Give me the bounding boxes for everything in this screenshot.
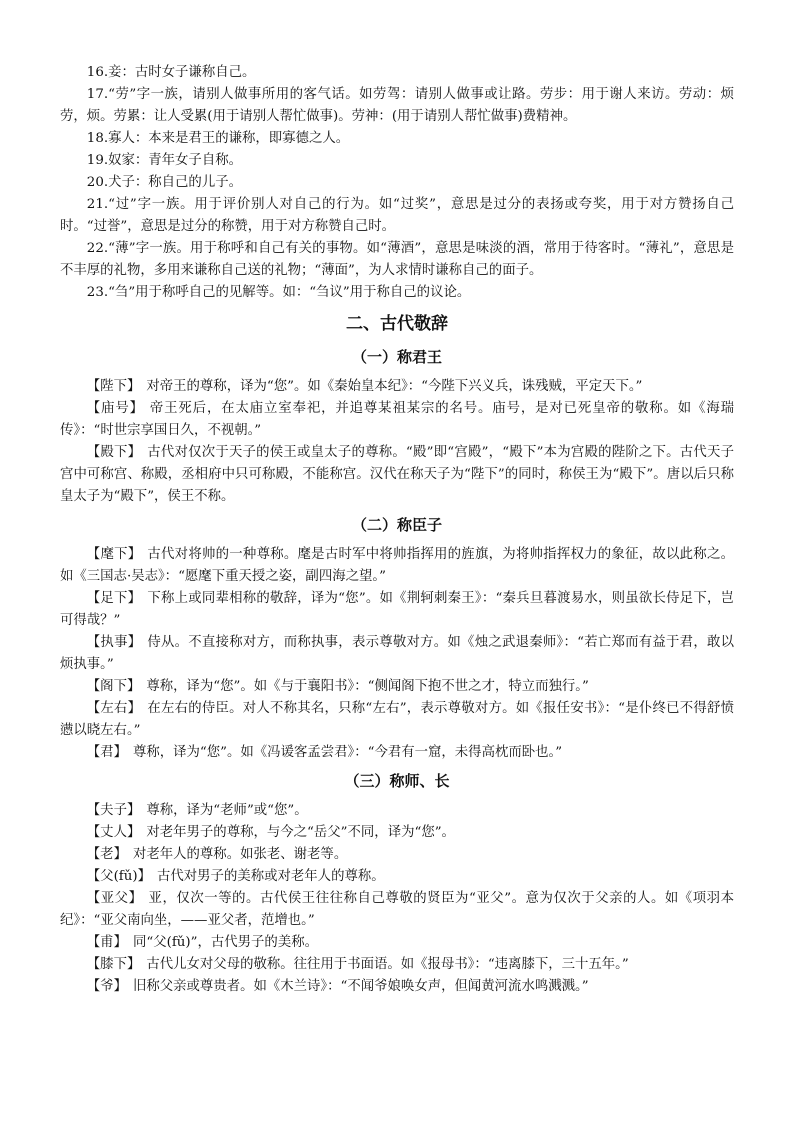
term-text: 对老年男子的尊称，与今之“岳父”不同，译为“您”。 xyxy=(146,825,455,840)
term-label: 【执事】 xyxy=(86,635,142,650)
term-text: 帝王死后，在太庙立室奉祀，并追尊某祖某宗的名号。庙号，是对已死皇帝的敬称。如《海瑞传》：“时世宗享国日久，不视朝。” xyxy=(60,401,735,438)
term-text: 亚，仅次一等的。古代侯王往往称自己尊敬的贤臣为“亚父”。意为仅次于父亲的人。如《项羽本纪》：“亚父南向坐，——亚父者，范增也。” xyxy=(60,891,734,928)
list-item: 16.妾：古时女子谦称自己。 xyxy=(86,65,256,80)
term-label: 【陛下】 xyxy=(86,379,141,394)
term-label: 【左右】 xyxy=(86,701,142,716)
term-label: 【庙号】 xyxy=(86,401,144,416)
term-text: 对帝王的尊称，译为“您”。如《秦始皇本纪》：“今陛下兴义兵，诛残贼，平定天下。” xyxy=(146,379,643,394)
term-label: 【老】 xyxy=(86,847,127,862)
term-text: 古代对仅次于天子的侯王或皇太子的尊称。“殿”即“宫殿”，“殿下”本为宫殿的陛阶之下。古代天子宫中可称宫、称殿，丞相府中只可称殿，不能称宫。汉代在称天子为“陛下”的同时，称侯王为“殿下”。唐以后只称皇太子为“殿下”，侯王不称。 xyxy=(60,445,735,504)
list-item: 18.寡人：本来是君王的谦称，即寡德之人。 xyxy=(86,131,350,146)
list-item: 20.犬子：称自己的儿子。 xyxy=(86,175,242,190)
term-text: 尊称，译为“您”。如《冯谖客孟尝君》：“今君有一窟，未得高枕而卧也。” xyxy=(132,745,563,760)
term-text: 古代对男子的美称或对老年人的尊称。 xyxy=(157,869,385,884)
term-entry xyxy=(60,544,734,588)
term-entry xyxy=(60,632,734,676)
term-entry xyxy=(60,376,734,398)
term-text: 同“父(fǔ)”，古代男子的美称。 xyxy=(132,935,318,950)
term-label: 【阁下】 xyxy=(86,679,141,694)
term-text: 对老年人的尊称。如张老、谢老等。 xyxy=(132,847,348,862)
term-entry xyxy=(60,742,734,764)
term-label: 【殿下】 xyxy=(86,445,142,460)
term-entry xyxy=(60,888,734,932)
humble-terms-list xyxy=(60,62,734,304)
term-entry xyxy=(60,676,734,698)
term-label: 【夫子】 xyxy=(86,803,141,818)
list-item: 23.“刍”用于称呼自己的见解等。如：“刍议”用于称自己的议论。 xyxy=(86,285,471,300)
term-entry xyxy=(60,822,734,844)
term-label: 【亚父】 xyxy=(86,891,143,906)
term-text: 尊称，译为“老师”或“您”。 xyxy=(146,803,308,818)
group-title: （二）称臣子 xyxy=(351,516,442,534)
list-item: 21.“过”字一族。用于评价别人对自己的行为。如“过奖”，意思是过分的表扬或夸奖，用于对方赞扬自己时。“过誉”，意思是过分的称赞，用于对方称赞自己时。 xyxy=(60,197,734,234)
term-entry xyxy=(60,698,734,742)
term-text: 下称上或同辈相称的敬辞，译为“您”。如《荆轲刺秦王》：“秦兵旦暮渡易水，则虽欲长侍足下，岂可得哉？” xyxy=(60,591,734,628)
term-entry xyxy=(60,800,734,822)
term-label: 【膝下】 xyxy=(86,957,141,972)
term-text: 古代对将帅的一种尊称。麾是古时军中将帅指挥用的旌旗，为将帅指挥权力的象征，故以此称之。如《三国志·吴志》：“愿麾下重天授之姿，副四海之望。” xyxy=(60,547,734,584)
group-title: （三）称师、长 xyxy=(344,772,450,790)
term-entry xyxy=(60,442,734,508)
term-entry xyxy=(60,844,734,866)
term-label: 【父(fǔ)】 xyxy=(86,869,151,884)
term-text: 尊称，译为“您”。如《与于襄阳书》：“侧闻阁下抱不世之才，特立而独行。” xyxy=(146,679,589,694)
term-text: 旧称父亲或尊贵者。如《木兰诗》：“不闻爷娘唤女声，但闻黄河流水鸣溅溅。” xyxy=(132,979,589,994)
section-title: 二、古代敬辞 xyxy=(346,314,448,334)
term-entry xyxy=(60,588,734,632)
term-text: 侍从。不直接称对方，而称执事，表示尊敬对方。如《烛之武退秦师》：“若亡郑而有益于君，敢以烦执事。” xyxy=(60,635,734,672)
term-label: 【丈人】 xyxy=(86,825,141,840)
list-item: 17.“劳”字一族，请别人做事所用的客气话。如劳驾：请别人做事或让路。劳步：用于谢人来访。劳动：烦劳，烦。劳累：让人受累(用于请别人帮忙做事)。劳神：(用于请别人帮忙做事)费精神。 xyxy=(60,87,734,124)
term-entry xyxy=(60,932,734,954)
term-label: 【爷】 xyxy=(86,979,127,994)
list-item: 19.奴家：青年女子自称。 xyxy=(86,153,242,168)
term-entry xyxy=(60,976,734,998)
group-title: （一）称君王 xyxy=(351,348,442,366)
term-entry xyxy=(60,954,734,976)
term-label: 【麾下】 xyxy=(86,547,142,562)
term-text: 在左右的侍臣。对人不称其名，只称“左右”，表示尊敬对方。如《报任安书》：“是仆终已不得舒愤懑以晓左右。” xyxy=(60,701,734,738)
term-label: 【君】 xyxy=(86,745,127,760)
list-item: 22.“薄”字一族。用于称呼和自己有关的事物。如“薄酒”，意思是味淡的酒，常用于待客时。“薄礼”，意思是不丰厚的礼物，多用来谦称自己送的礼物；“薄面”，为人求情时谦称自己的面子。 xyxy=(60,241,734,278)
term-entry xyxy=(60,866,734,888)
term-text: 古代儿女对父母的敬称。往往用于书面语。如《报母书》：“违离膝下，三十五年。” xyxy=(146,957,629,972)
term-entry xyxy=(60,398,734,442)
term-label: 【甫】 xyxy=(86,935,127,950)
term-label: 【足下】 xyxy=(86,591,142,606)
